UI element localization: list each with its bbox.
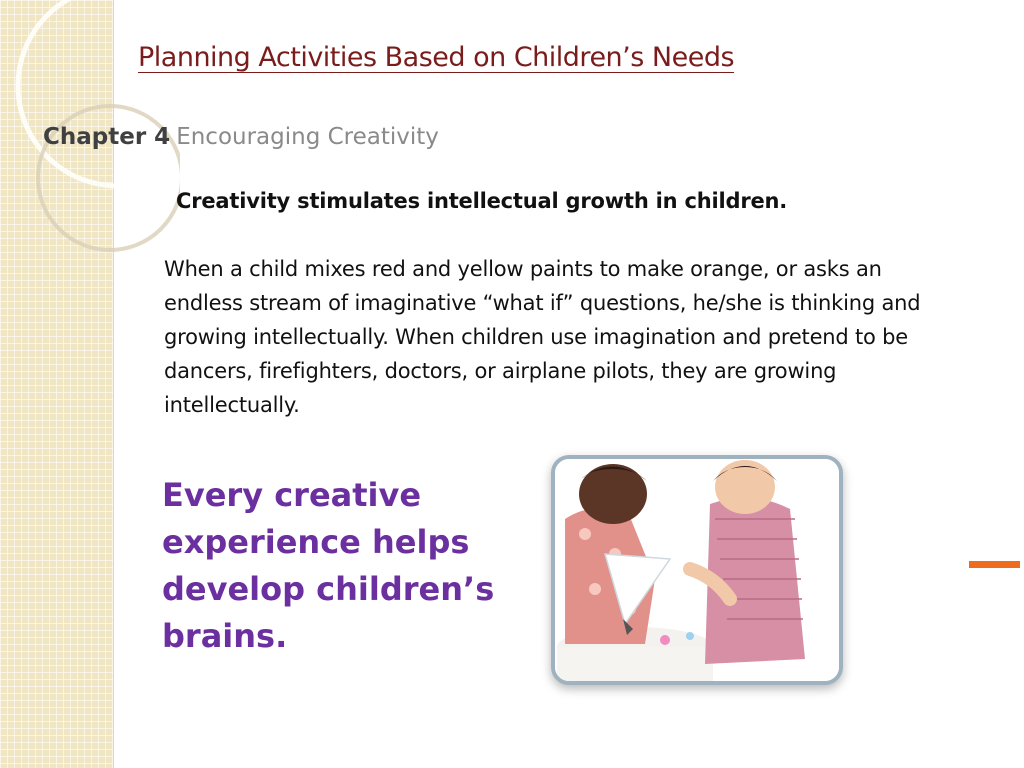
callout-text: Every creative experience helps develop children’s brains.: [162, 476, 495, 655]
chapter-name: Encouraging Creativity: [176, 124, 439, 150]
body-paragraph: When a child mixes red and yellow paints to make orange, or asks an endless stream of imaginative “what if” questions, he/she is thinking and growing intellectually. When children use imagination and pretend to be dancers, firefighters, doctors, or airplane pilots, they are growing intellectually.: [164, 257, 921, 417]
chapter-line: [43, 124, 439, 150]
accent-dash: [969, 561, 1020, 568]
section-heading: Creativity stimulates intellectual growth in children.: [176, 189, 788, 213]
chapter-label: Chapter 4: [43, 124, 171, 150]
slide-title: Planning Activities Based on Children’s Needs: [138, 42, 735, 73]
children-cake-photo: [551, 455, 843, 685]
